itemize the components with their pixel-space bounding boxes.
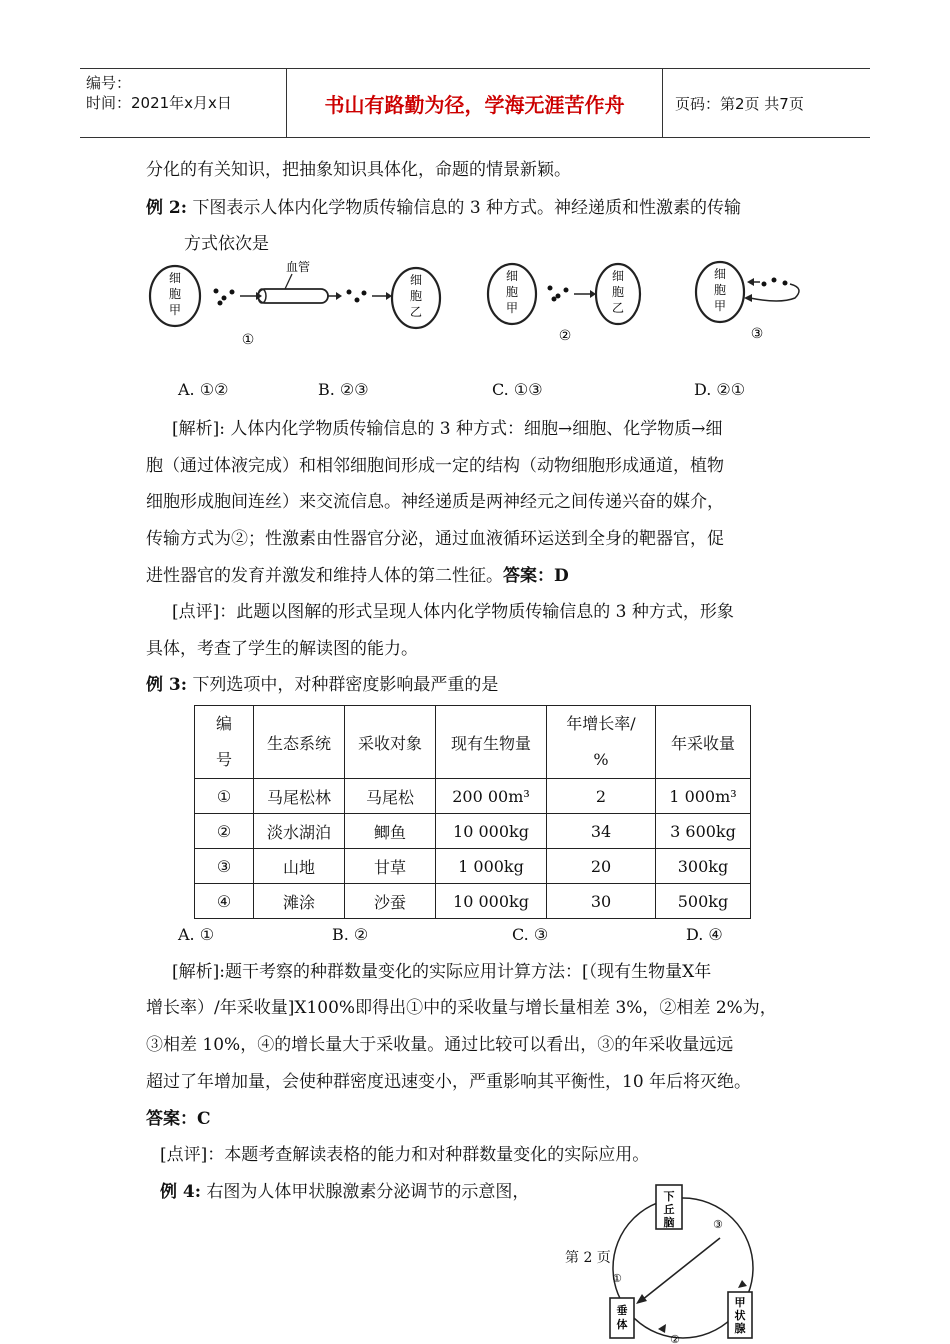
cell-biomass: 10 000kg	[436, 814, 547, 849]
example-2-text: 下图表示人体内化学物质传输信息的 3 种方式。神经递质和性激素的传输	[192, 198, 742, 218]
header-meta	[80, 69, 287, 137]
cell-id: ③	[195, 849, 254, 884]
table-row	[195, 849, 751, 884]
ex2-analysis-line-1: [解析]: 人体内化学物质传输信息的 3 种方式：细胞→细胞、化学物质→细	[172, 419, 723, 439]
cell-biomass: 1 000kg	[436, 849, 547, 884]
example-3-question	[146, 673, 498, 697]
page-info: 页码：第2页 共7页	[675, 94, 804, 113]
cell-ecosystem: 滩涂	[254, 884, 345, 919]
cell-growth-rate: 2	[547, 779, 656, 814]
page-header	[80, 68, 870, 138]
cell-a3-char-3: 甲	[713, 299, 727, 313]
hypothalamus-label: 下丘脑	[663, 1190, 675, 1229]
cell-b2-char-2: 胞	[611, 285, 625, 299]
diagram-3	[696, 262, 799, 342]
cell-a2-char-3: 甲	[505, 301, 519, 315]
ex2-answer: 答案：D	[503, 566, 569, 586]
ex2-analysis-line-2: 胞（通过体液完成）和相邻细胞间形成一定的结构（动物细胞形成通道，植物	[146, 456, 724, 476]
diagram-3-mark: ③	[750, 326, 764, 342]
vessel-label: 血管	[286, 260, 311, 274]
ex3-option-d[interactable]: D. ④	[686, 925, 723, 944]
ex2-comment-line-1: [点评]：此题以图解的形式呈现人体内化学物质传输信息的 3 种方式，形象	[172, 602, 734, 622]
ex2-option-d[interactable]: D. ②①	[694, 380, 746, 399]
cell-a-char-1: 细	[168, 271, 182, 285]
population-table	[194, 705, 751, 919]
signal-transmission-diagram	[140, 258, 820, 358]
cell-a2-char-1: 细	[505, 269, 519, 283]
mark-1: ①	[612, 1272, 622, 1285]
example-2-question-cont: 方式依次是	[184, 234, 269, 254]
cell-growth-rate: 30	[547, 884, 656, 919]
header-rate-line-1: 年增长率/	[566, 714, 636, 733]
cell-b2-char-3: 乙	[611, 301, 625, 315]
cell-biomass: 10 000kg	[436, 884, 547, 919]
cell-target: 甘草	[345, 849, 436, 884]
header-ecosystem: 生态系统	[254, 706, 345, 779]
ex2-option-a[interactable]: A. ①②	[178, 380, 229, 399]
ex2-option-b[interactable]: B. ②③	[318, 380, 369, 399]
cell-target: 沙蚕	[345, 884, 436, 919]
header-id-line-1: 编	[215, 714, 232, 733]
table-row	[195, 814, 751, 849]
cell-harvest: 1 000m³	[656, 779, 751, 814]
mark-2: ②	[670, 1333, 680, 1344]
ex2-analysis-line-5	[146, 564, 569, 588]
cell-id: ②	[195, 814, 254, 849]
example-4-text: 右图为人体甲状腺激素分泌调节的示意图，	[206, 1182, 530, 1202]
diagram-1	[150, 260, 440, 348]
ex3-answer: 答案：C	[146, 1109, 211, 1129]
ex3-analysis-line-1: [解析]:题干考察的种群数量变化的实际应用计算方法：[（现有生物量X年	[172, 962, 712, 982]
cell-b2-char-1: 细	[611, 269, 625, 283]
ex3-analysis-line-3: ③相差 10%，④的增长量大于采收量。通过比较可以看出，③的年采收量远远	[146, 1035, 734, 1055]
cell-harvest: 3 600kg	[656, 814, 751, 849]
ex2-analysis-line-4: 传输方式为②；性激素由性器官分泌，通过血液循环运送到全身的靶器官，促	[146, 529, 724, 549]
cell-ecosystem: 马尾松林	[254, 779, 345, 814]
ex2-comment-line-2: 具体，考查了学生的解读图的能力。	[146, 639, 418, 659]
cell-growth-rate: 20	[547, 849, 656, 884]
cell-ecosystem: 山地	[254, 849, 345, 884]
example-4-label: 例 4:	[160, 1182, 202, 1202]
number-label: 编号：	[86, 74, 132, 92]
cell-biomass: 200 00m³	[436, 779, 547, 814]
cell-ecosystem: 淡水湖泊	[254, 814, 345, 849]
cell-a-char-2: 胞	[168, 287, 182, 301]
mark-3: ③	[713, 1218, 723, 1231]
cell-b-char-3: 乙	[409, 305, 423, 319]
cell-id: ①	[195, 779, 254, 814]
example-2-question	[146, 196, 741, 220]
ex3-option-a[interactable]: A. ①	[178, 925, 215, 944]
ex2-analysis-last: 进性器官的发育并激发和维持人体的第二性征。	[146, 566, 503, 586]
cell-target: 鲫鱼	[345, 814, 436, 849]
header-biomass: 现有生物量	[436, 706, 547, 779]
cell-harvest: 500kg	[656, 884, 751, 919]
thyroid-label: 甲状腺	[734, 1296, 746, 1335]
header-rate-line-2: %	[593, 750, 609, 769]
ex3-option-b[interactable]: B. ②	[332, 925, 369, 944]
ex3-option-c[interactable]: C. ③	[512, 925, 549, 944]
table-row	[195, 779, 751, 814]
header-harvest: 年采收量	[656, 706, 751, 779]
example-3-text: 下列选项中，对种群密度影响最严重的是	[192, 675, 499, 695]
ex3-analysis-line-2: 增长率）/年采收量]X100%即得出①中的采收量与增长量相差 3%，②相差 2%为，	[146, 998, 777, 1018]
intro-line: 分化的有关知识，把抽象知识具体化，命题的情景新颖。	[146, 160, 571, 180]
diagram-2	[488, 264, 640, 344]
table-header-row	[195, 706, 751, 779]
header-id-line-2: 号	[215, 750, 232, 769]
example-2-label: 例 2:	[146, 198, 188, 218]
header-id	[195, 706, 254, 779]
header-target: 采收对象	[345, 706, 436, 779]
ex3-analysis-line-4: 超过了年增加量，会使种群密度迅速变小，严重影响其平衡性，10 年后将灭绝。	[146, 1072, 752, 1092]
time-label: 时间：2021年x月x日	[86, 94, 232, 112]
cell-b-char-1: 细	[409, 273, 423, 287]
motto: 书山有路勤为径，学海无涯苦作舟	[287, 69, 663, 137]
ex2-analysis-line-3: 细胞形成胞间连丝）来交流信息。神经递质是两神经元之间传递兴奋的媒介，	[146, 492, 724, 512]
table-row	[195, 884, 751, 919]
cell-target: 马尾松	[345, 779, 436, 814]
page-footer: 第 2 页	[565, 1250, 611, 1266]
cell-harvest: 300kg	[656, 849, 751, 884]
example-3-label: 例 3:	[146, 675, 188, 695]
ex3-comment: [点评]：本题考查解读表格的能力和对种群数量变化的实际应用。	[160, 1145, 650, 1165]
ex2-option-c[interactable]: C. ①③	[492, 380, 543, 399]
example-4-question	[160, 1180, 529, 1204]
thyroid-regulation-diagram	[598, 1180, 768, 1344]
cell-id: ④	[195, 884, 254, 919]
diagram-2-mark: ②	[558, 328, 572, 344]
cell-a-char-3: 甲	[168, 303, 182, 317]
pituitary-label: 垂体	[616, 1304, 628, 1331]
cell-growth-rate: 34	[547, 814, 656, 849]
cell-a3-char-2: 胞	[713, 283, 727, 297]
header-growth-rate	[547, 706, 656, 779]
cell-a2-char-2: 胞	[505, 285, 519, 299]
cell-b-char-2: 胞	[409, 289, 423, 303]
diagram-1-mark: ①	[241, 332, 255, 348]
cell-a3-char-1: 细	[713, 267, 727, 281]
